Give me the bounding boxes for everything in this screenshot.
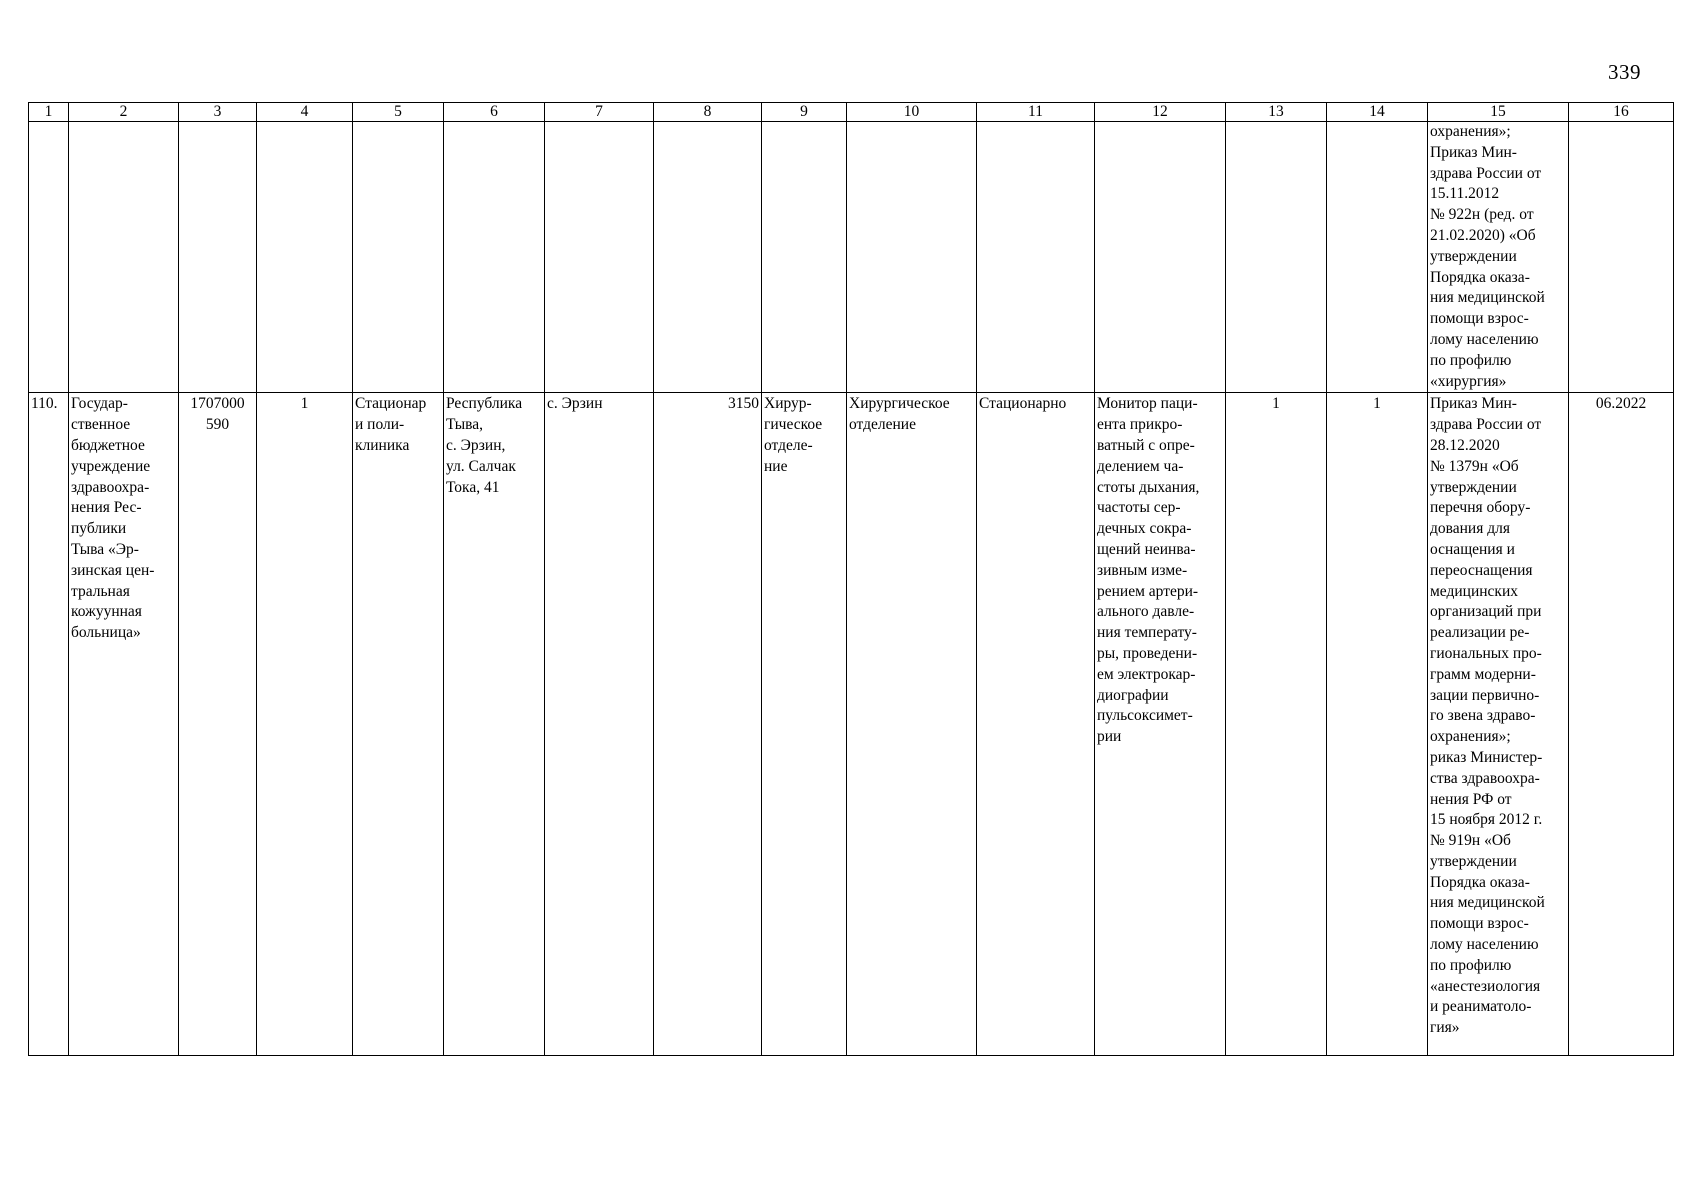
header-cell: 13 (1226, 103, 1327, 122)
data-table (28, 102, 1674, 1056)
header-cell: 4 (257, 103, 353, 122)
equipment-cell: Монитор паци- ента прикро- ватный с опре- делением ча- стоты дыхания, частоты сер- дечных сокра- щений неинва- зивным изме- рением артери- ального давле- ния температу- ры, проведени- ем электрокар- диографии пульсоксимет- рии (1095, 393, 1226, 1056)
header-cell: 16 (1569, 103, 1674, 122)
header-cell: 15 (1428, 103, 1569, 122)
quantity-cell: 1 (1226, 393, 1327, 1056)
header-row (29, 103, 1674, 122)
col8-cell: 3150 (654, 393, 762, 1056)
organization-name-cell: Государ- ственное бюджетное учреждение здравоохра- нения Рес- публики Тыва «Эр- зинская цен- тральная кожуунная больница» (69, 393, 179, 1056)
header-cell: 11 (977, 103, 1095, 122)
address-cell: Республика Тыва, с. Эрзин, ул. Салчак Тока, 41 (444, 393, 545, 1056)
table-cell (29, 122, 69, 393)
header-cell: 5 (353, 103, 444, 122)
table-cell (444, 122, 545, 393)
table-cell (545, 122, 654, 393)
header-cell: 14 (1327, 103, 1428, 122)
quantity-cell: 1 (1327, 393, 1428, 1056)
table-cell (179, 122, 257, 393)
header-cell: 9 (762, 103, 847, 122)
department-detail-cell: Хирургическое отделение (847, 393, 977, 1056)
facility-type-cell: Стационар и поли- клиника (353, 393, 444, 1056)
table-cell (353, 122, 444, 393)
table-cell (257, 122, 353, 393)
table-cell (762, 122, 847, 393)
settlement-cell: с. Эрзин (545, 393, 654, 1056)
table-cell (1226, 122, 1327, 393)
table-cell (977, 122, 1095, 393)
department-cell: Хирур- гическое отделе- ние (762, 393, 847, 1056)
table-cell (1095, 122, 1226, 393)
code-cell: 1707000 590 (179, 393, 257, 1056)
header-cell: 10 (847, 103, 977, 122)
header-cell: 3 (179, 103, 257, 122)
header-cell: 7 (545, 103, 654, 122)
table-cell (69, 122, 179, 393)
table-cell (847, 122, 977, 393)
header-cell: 1 (29, 103, 69, 122)
continuation-row (29, 122, 1674, 393)
header-cell: 12 (1095, 103, 1226, 122)
legal-basis-cell: охранения»; Приказ Мин- здрава России от 15.11.2012 № 922н (ред. от 21.02.2020) «Об утверждении Порядка оказа- ния медицинской помощи взрос- лому населению по профилю «хирургия» (1428, 122, 1569, 393)
legal-basis-cell: Приказ Мин- здрава России от 28.12.2020 № 1379н «Об утверждении перечня обору- дования для оснащения и переоснащения медицинских организаций при реализации ре- гиональных про- грамм модерни- зации первично- го звена здраво- охранения»; риказ Министер- ства здравоохра- нения РФ от 15 ноября 2012 г. № 919н «Об утверждении Порядка оказа- ния медицинской помощи взрос- лому населению по профилю «анестезиология и реаниматоло- гия» (1428, 393, 1569, 1056)
table-cell (1327, 122, 1428, 393)
table-cell (1569, 122, 1674, 393)
header-cell: 2 (69, 103, 179, 122)
col4-cell: 1 (257, 393, 353, 1056)
header-cell: 8 (654, 103, 762, 122)
care-type-cell: Стационарно (977, 393, 1095, 1056)
date-cell: 06.2022 (1569, 393, 1674, 1056)
table-row (29, 393, 1674, 1056)
header-cell: 6 (444, 103, 545, 122)
row-number-cell: 110. (29, 393, 69, 1056)
page-number: 339 (1608, 60, 1641, 84)
table-cell (654, 122, 762, 393)
